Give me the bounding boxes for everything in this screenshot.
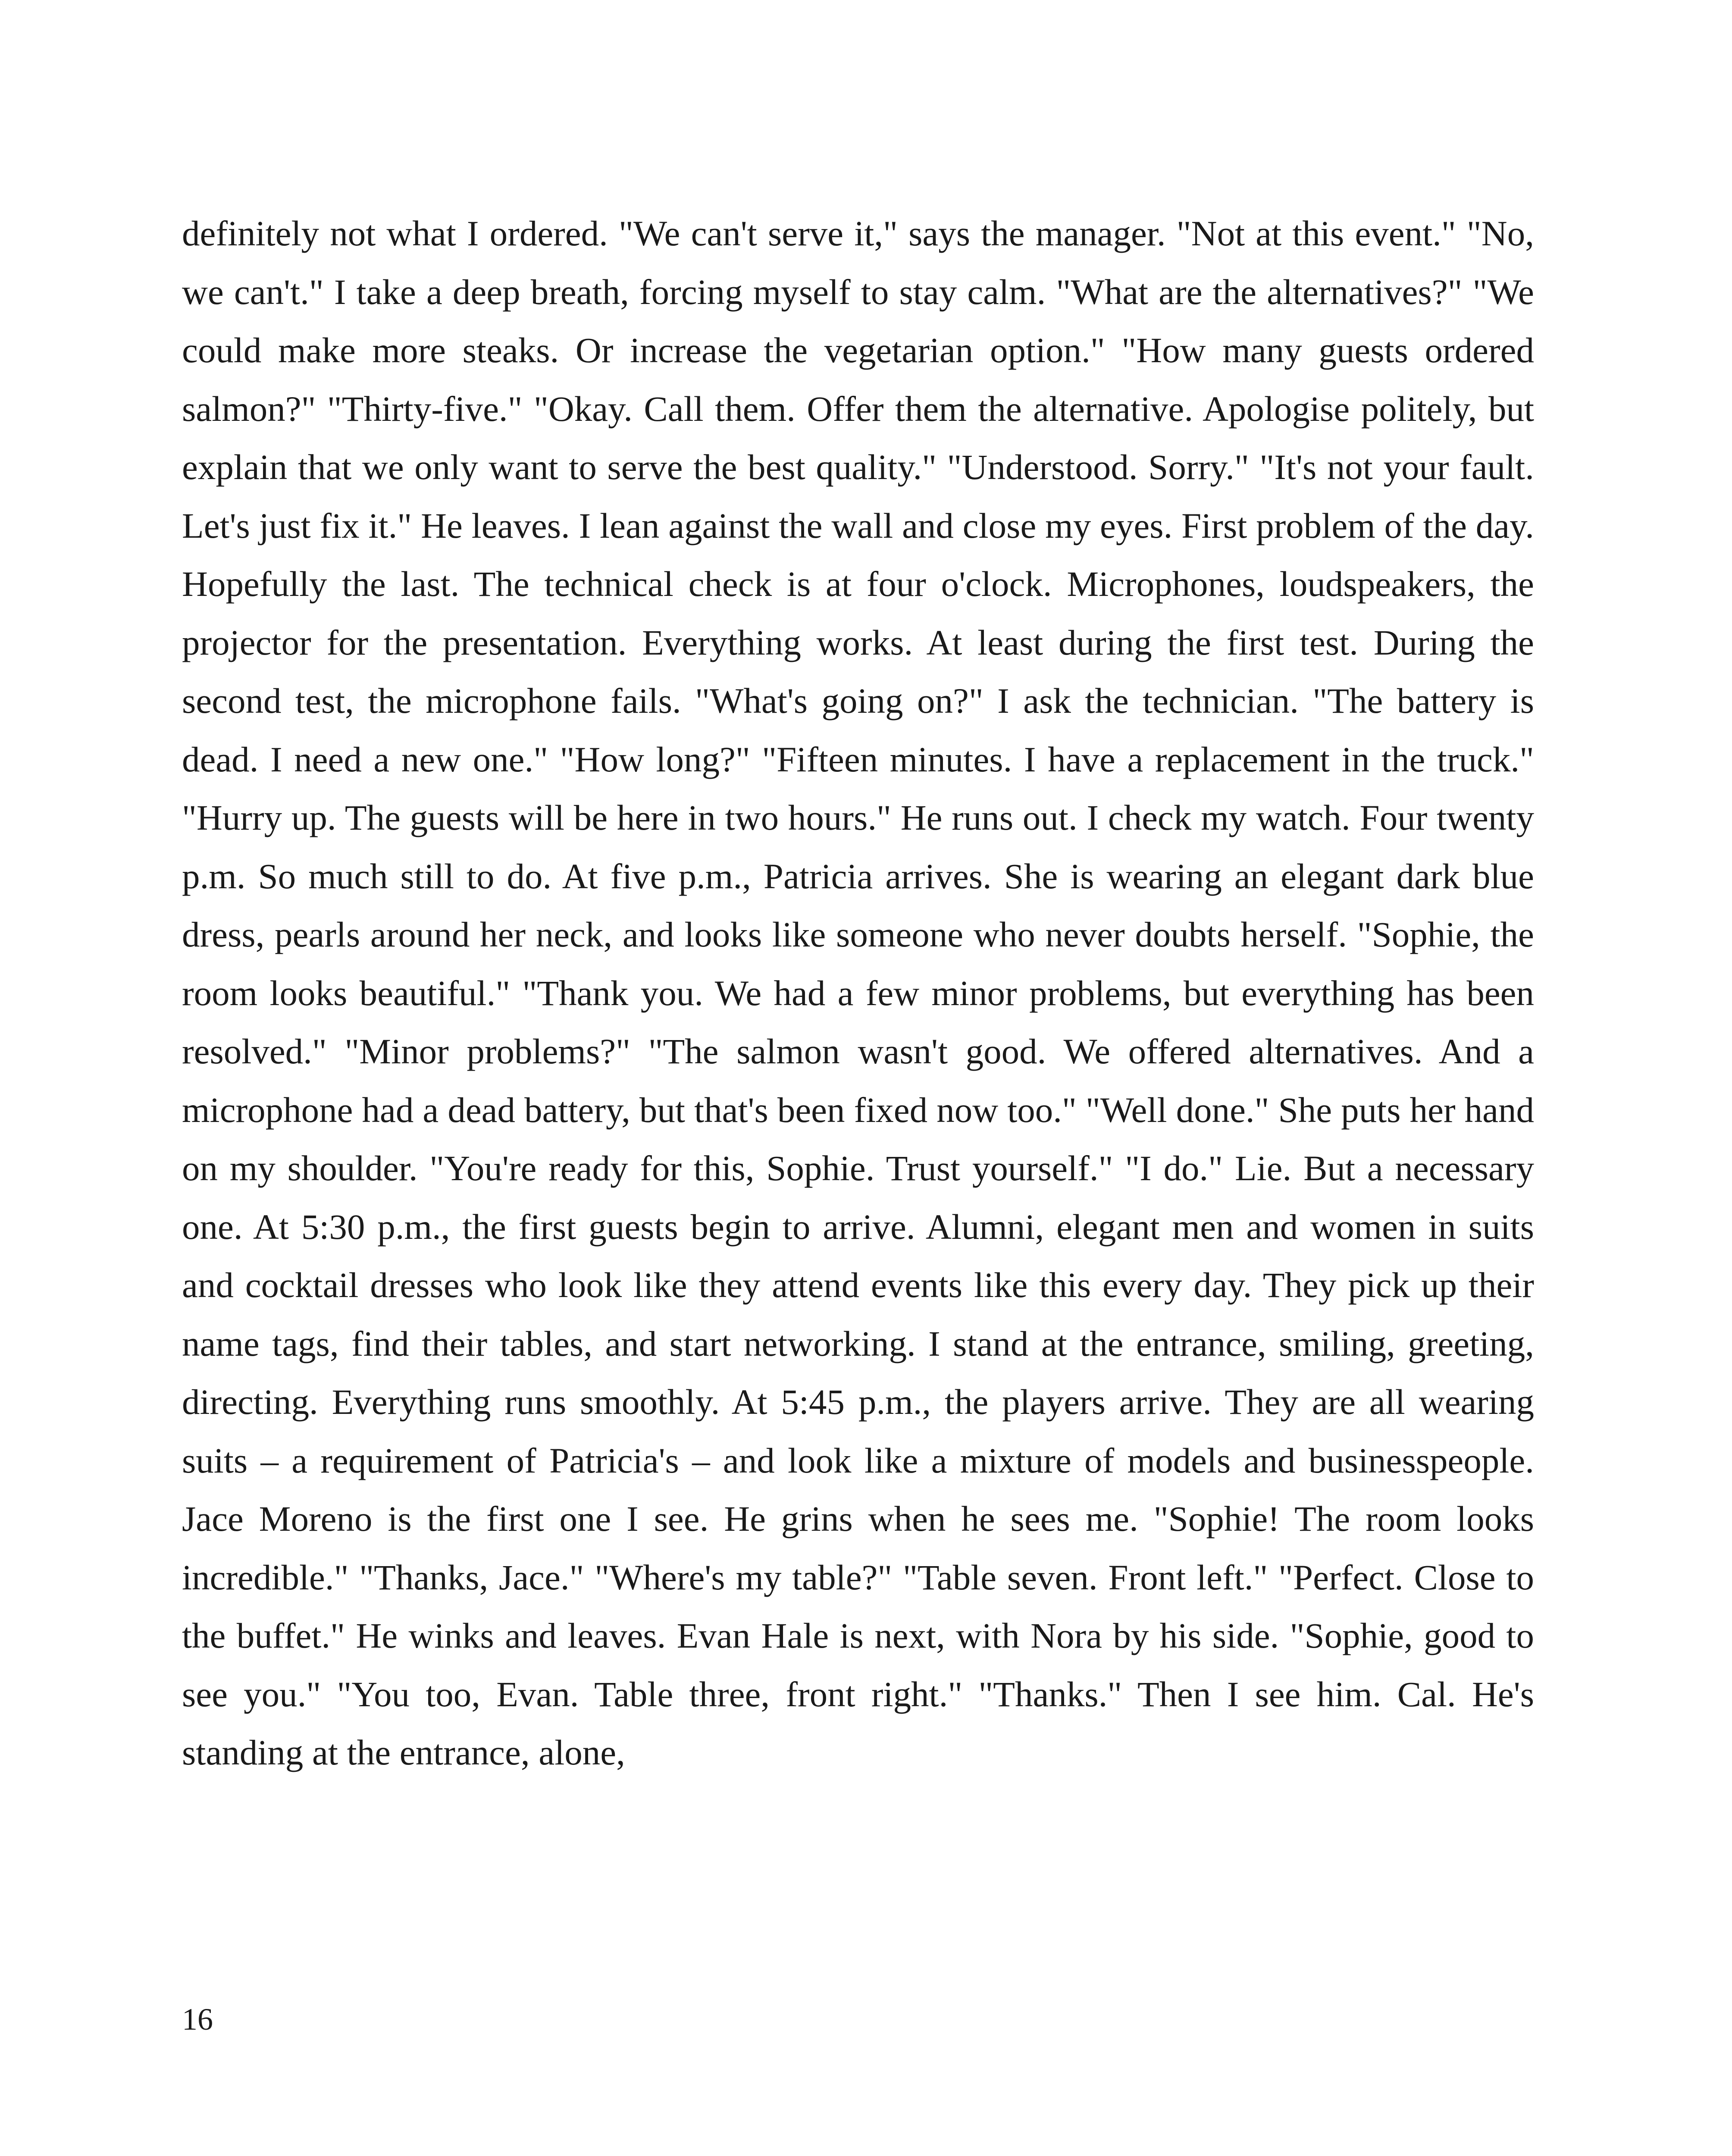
body-paragraph: definitely not what I ordered. "We can't serve it," says the manager. "Not at this event." "No, we can't." I take a deep breath, forcing myself to stay calm. "What are the alternatives?" "We could make more steaks. Or increase the vegetarian option." "How many guests ordered salmon?" "Thirty-five." "Okay. Call them. Offer them the alternative. Apologise politely, but explain that we only want to serve the best quality." "Understood. Sorry." "It's not your fault. Let's just fix it." He leaves. I lean against the wall and close my eyes. First problem of the day. Hopefully the last. The technical check is at four o'clock. Microphones, loudspeakers, the projector for the presentation. Everything works. At least during the first test. During the second test, the microphone fails. "What's going on?" I ask the technician. "The battery is dead. I need a new one." "How long?" "Fifteen minutes. I have a replacement in the truck." "Hurry up. The guests will be here in two hours." He runs out. I check my watch. Four twenty p.m. So much still to do. At five p.m., Patricia arrives. She is wearing an elegant dark blue dress, pearls around her neck, and looks like someone who never doubts herself. "Sophie, the room looks beautiful." "Thank you. We had a few minor problems, but everything has been resolved." "Minor problems?" "The salmon wasn't good. We offered alternatives. And a microphone had a dead battery, but that's been fixed now too." "Well done." She puts her hand on my shoulder. "You're ready for this, Sophie. Trust yourself." "I do." Lie. But a necessary one. At 5:30 p.m., the first guests begin to arrive. Alumni, elegant men and women in suits and cocktail dresses who look like they attend events like this every day. They pick up their name tags, find their tables, and start networking. I stand at the entrance, smiling, greeting, directing. Everything runs smoothly. At 5:45 p.m., the players arrive. They are all wearing suits – a requirement of Patricia's – and look like a mixture of models and businesspeople. Jace Moreno is the first one I see. He grins when he sees me. "Sophie! The room looks incredible." "Thanks, Jace." "Where's my table?" "Table seven. Front left." "Perfect. Close to the buffet." He winks and leaves. Evan Hale is next, with Nora by his side. "Sophie, good to see you." "You too, Evan. Table three, front right." "Thanks." Then I see him. Cal. He's standing at the entrance, alone,: [182, 213, 1534, 1772]
page-number: 16: [182, 2002, 213, 2037]
